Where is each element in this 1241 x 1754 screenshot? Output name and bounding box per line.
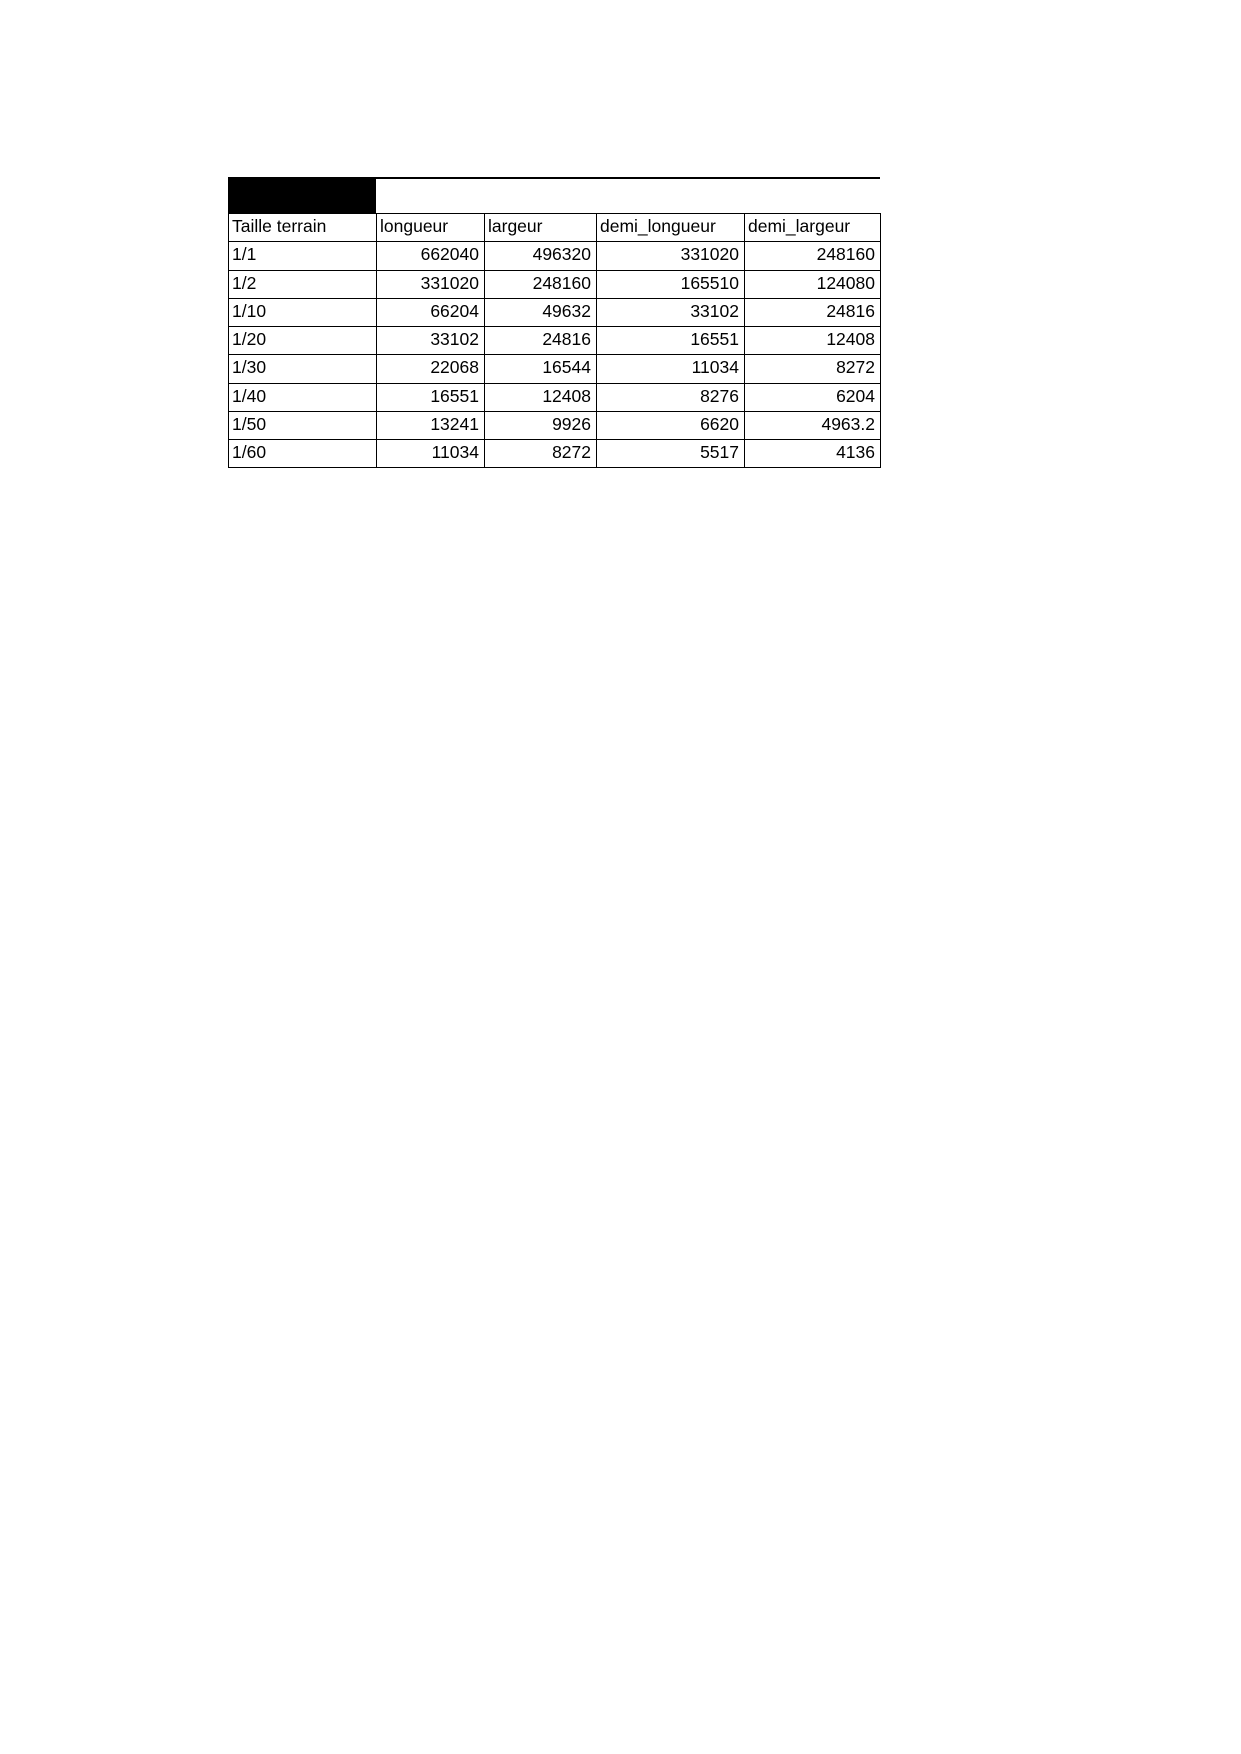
cell-longueur: 13241: [377, 411, 485, 439]
cell-taille-terrain: 1/60: [229, 440, 377, 468]
cell-largeur: 12408: [485, 383, 597, 411]
cell-longueur: 16551: [377, 383, 485, 411]
cell-longueur: 33102: [377, 327, 485, 355]
cell-demi-largeur: 248160: [745, 242, 881, 270]
cell-demi-longueur: 16551: [597, 327, 745, 355]
cell-demi-largeur: 6204: [745, 383, 881, 411]
cell-demi-largeur: 124080: [745, 270, 881, 298]
cell-demi-longueur: 165510: [597, 270, 745, 298]
table-row: [229, 327, 881, 355]
cell-longueur: 331020: [377, 270, 485, 298]
cell-taille-terrain: 1/30: [229, 355, 377, 383]
cell-demi-longueur: 6620: [597, 411, 745, 439]
cell-largeur: 49632: [485, 298, 597, 326]
table-row: [229, 355, 881, 383]
column-header-demi-longueur: demi_longueur: [597, 214, 745, 242]
cell-longueur: 66204: [377, 298, 485, 326]
cell-demi-longueur: 11034: [597, 355, 745, 383]
cell-largeur: 248160: [485, 270, 597, 298]
cell-largeur: 496320: [485, 242, 597, 270]
black-filled-cell: [228, 179, 376, 213]
cell-largeur: 8272: [485, 440, 597, 468]
table-row: [229, 411, 881, 439]
cell-demi-largeur: 24816: [745, 298, 881, 326]
column-header-largeur: largeur: [485, 214, 597, 242]
table-container: [228, 177, 880, 468]
cell-taille-terrain: 1/20: [229, 327, 377, 355]
cell-demi-longueur: 8276: [597, 383, 745, 411]
cell-longueur: 11034: [377, 440, 485, 468]
cell-taille-terrain: 1/50: [229, 411, 377, 439]
cell-longueur: 662040: [377, 242, 485, 270]
table-row: [229, 242, 881, 270]
column-header-longueur: longueur: [377, 214, 485, 242]
cell-demi-longueur: 33102: [597, 298, 745, 326]
cell-longueur: 22068: [377, 355, 485, 383]
cell-taille-terrain: 1/1: [229, 242, 377, 270]
cell-demi-longueur: 5517: [597, 440, 745, 468]
cell-largeur: 16544: [485, 355, 597, 383]
table-row: [229, 298, 881, 326]
cell-largeur: 9926: [485, 411, 597, 439]
cell-demi-largeur: 8272: [745, 355, 881, 383]
table-header-row: [229, 214, 881, 242]
cell-taille-terrain: 1/2: [229, 270, 377, 298]
cell-largeur: 24816: [485, 327, 597, 355]
table-row: [229, 440, 881, 468]
column-header-demi-largeur: demi_largeur: [745, 214, 881, 242]
cell-demi-largeur: 4136: [745, 440, 881, 468]
cell-taille-terrain: 1/10: [229, 298, 377, 326]
data-table: [228, 213, 881, 468]
cell-demi-largeur: 12408: [745, 327, 881, 355]
column-header-taille-terrain: Taille terrain: [229, 214, 377, 242]
table-row: [229, 383, 881, 411]
table-row: [229, 270, 881, 298]
table-top-strip: [228, 177, 880, 213]
cell-taille-terrain: 1/40: [229, 383, 377, 411]
cell-demi-longueur: 331020: [597, 242, 745, 270]
cell-demi-largeur: 4963.2: [745, 411, 881, 439]
